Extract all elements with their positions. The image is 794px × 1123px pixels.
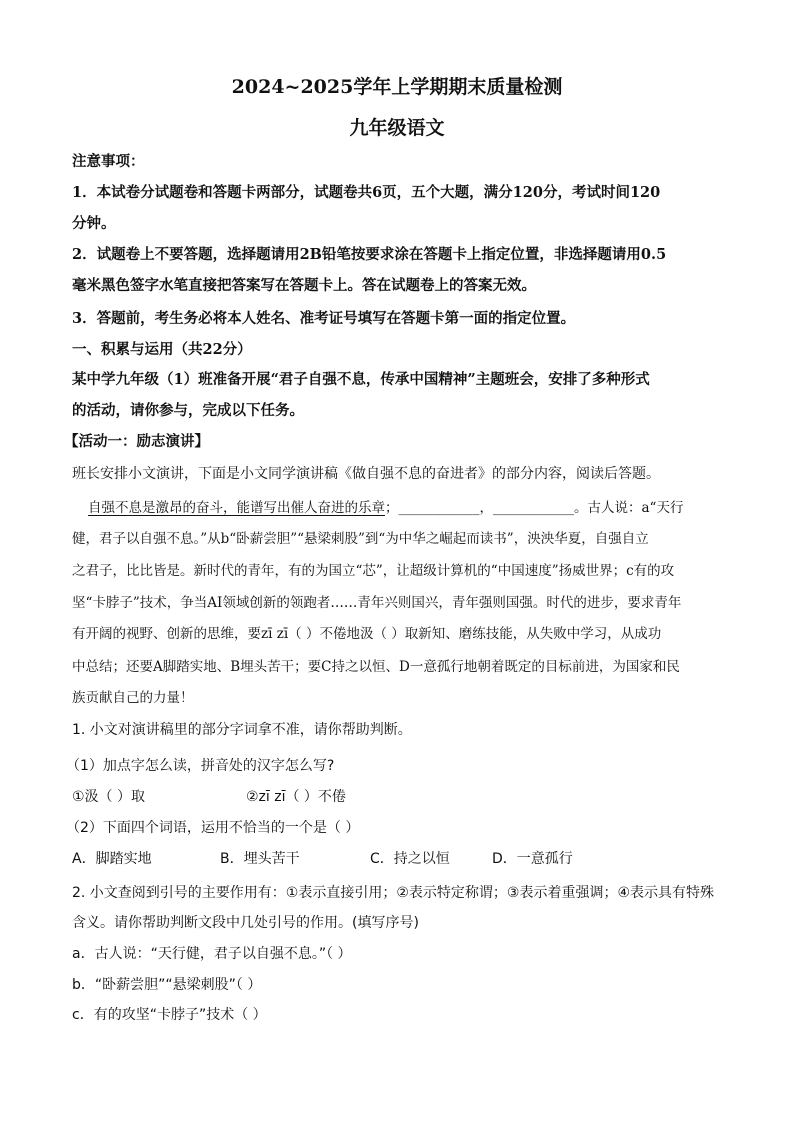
option-a: A．脚踏实地 bbox=[72, 851, 152, 867]
question-1-options bbox=[72, 848, 573, 868]
question-1-sub-2: （2）下面四个词语，运用不恰当的一个是（ ） bbox=[66, 820, 360, 836]
section-1-intro-line-2: 的活动，请你参与，完成以下任务。 bbox=[72, 402, 304, 419]
question-2-stem-line-2: 含义。请你帮助判断文段中几处引号的作用。(填写序号) bbox=[72, 915, 419, 931]
exam-title: 2024~2025学年上学期期末质量检测 bbox=[231, 76, 563, 98]
exam-subtitle: 九年级语文 bbox=[349, 117, 445, 139]
section-1-intro-line-1: 某中学九年级（1）班准备开展“君子自强不息，传承中国精神”主题班会，安排了多种形式 bbox=[72, 371, 650, 388]
section-1-heading: 一、积累与运用（共22分） bbox=[72, 341, 252, 358]
notice-item-2-line-1: 2．试题卷上不要答题，选择题请用2B铅笔按要求涂在答题卡上指定位置，非选择题请用0.5 bbox=[72, 246, 667, 263]
passage-line-4: 坚“卡脖子”技术，争当AI领域创新的领跑者……青年兴则国兴，青年强则国强。时代的进步，要求青年 bbox=[72, 595, 682, 611]
question-2-item-b: b．“卧薪尝胆”“悬梁刺股”（ ） bbox=[72, 977, 262, 993]
task-intro: 班长安排小文演讲，下面是小文同学演讲稿《做自强不息的奋进者》的部分内容，阅读后答题。 bbox=[72, 466, 660, 482]
question-1-sub-1-row bbox=[72, 786, 346, 806]
option-b: B．埋头苦干 bbox=[220, 851, 300, 867]
option-d: D．一意孤行 bbox=[492, 851, 573, 867]
question-2-stem-line-1: 2. 小文查阅到引号的主要作用有：①表示直接引用；②表示特定称谓；③表示着重强调；④表示具有特殊 bbox=[72, 885, 715, 901]
question-1-sub-1: （1）加点字怎么读，拼音处的汉字怎么写? bbox=[66, 758, 335, 774]
passage-line-2: 健，君子以自强不息。”从b“卧薪尝胆”“悬梁刺股”到“为中华之崛起而读书”，泱泱华夏，自强自立 bbox=[72, 531, 649, 547]
notice-item-3: 3．答题前，考生务必将本人姓名、准考证号填写在答题卡第一面的指定位置。 bbox=[72, 310, 576, 327]
passage-line-5: 有开阔的视野、创新的思维，要zī zī（ ）不倦地汲（ ）取新知、磨练技能，从失败中学习，从成功 bbox=[72, 626, 662, 642]
question-2-item-c: c．有的攻坚“卡脖子”技术（ ） bbox=[72, 1007, 267, 1023]
notice-item-1-line-2: 分钟。 bbox=[72, 215, 116, 232]
fill-blank-1: ____________ bbox=[398, 500, 480, 516]
notice-heading: 注意事项： bbox=[72, 153, 145, 170]
notice-item-1-line-1: 1．本试卷分试题卷和答题卡两部分，试题卷共6页，五个大题，满分120分，考试时间120 bbox=[72, 184, 661, 201]
passage-line-1: 自强不息是激昂的奋斗，能谱写出催人奋进的乐章；____________，____________。古人说：a“天行 bbox=[88, 500, 684, 516]
question-1-stem: 1. 小文对演讲稿里的部分字词拿不准，请你帮助判断。 bbox=[72, 722, 412, 738]
activity-1-heading: 【活动一：励志演讲】 bbox=[64, 433, 209, 450]
fill-blank-2: ____________ bbox=[493, 500, 574, 516]
option-c: C．持之以恒 bbox=[370, 851, 450, 867]
passage-line-3: 之君子，比比皆是。新时代的青年，有的为国立“芯”，让超级计算机的“中国速度”扬威世界；c有的攻 bbox=[72, 563, 675, 579]
question-2-item-a: a．古人说：“天行健，君子以自强不息。”（ ） bbox=[72, 946, 352, 962]
passage-line-6: 中总结；还要A脚踏实地、B埋头苦干；要C持之以恒、D一意孤行地朝着既定的目标前进，为国家和民 bbox=[72, 659, 680, 675]
question-1-sub-1-a: ①汲（ ）取 bbox=[72, 789, 146, 805]
passage-line-7: 族贡献自己的力量！ bbox=[72, 690, 194, 706]
notice-item-2-line-2: 毫米黑色签字水笔直接把答案写在答题卡上。答在试题卷上的答案无效。 bbox=[72, 277, 536, 294]
passage-underlined-sentence: 自强不息是激昂的奋斗，能谱写出催人奋进的乐章 bbox=[88, 500, 385, 516]
question-1-sub-1-b: ②zī zī（ ）不倦 bbox=[246, 789, 346, 805]
